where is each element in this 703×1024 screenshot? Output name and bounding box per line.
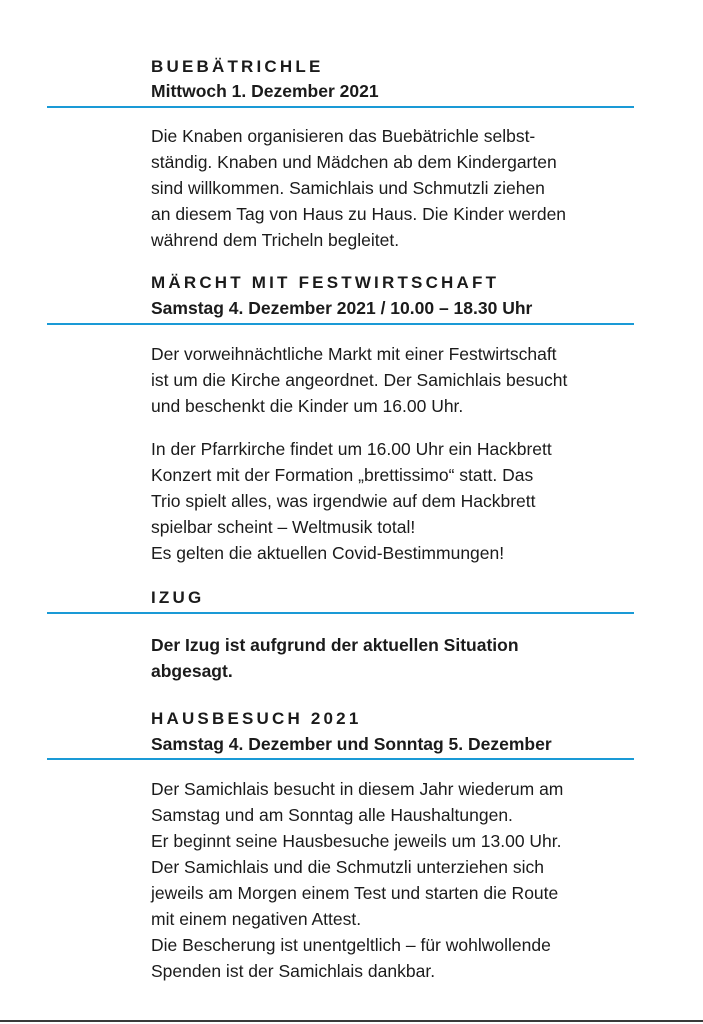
section-paragraph: Der Samichlais besucht in diesem Jahr wiederum am Samstag und am Sonntag alle Haushaltungen. Er beginnt seine Hausbesuche jeweils um 13.00 Uhr. Der Samichlais und die Schmutzli unterziehen sich jeweils am Morgen einem Test und starten die Route mit einem negativen Attest. Die Bescherung ist unentgeltlich – für wohlwollende Spenden ist der Samichlais dankbar. xyxy=(151,779,564,981)
section-paragraph: In der Pfarrkirche findet um 16.00 Uhr ein Hackbrett Konzert mit der Formation „brettissimo“ statt. Das Trio spielt alles, was irgendwie auf dem Hackbrett spielbar scheint – Weltmusik total! Es gelten die aktuellen Covid-Bestimmungen! xyxy=(151,439,552,563)
section-heading: IZUG xyxy=(151,588,205,607)
page-bottom-border xyxy=(0,1020,703,1022)
section-paragraph: Die Knaben organisieren das Buebätrichle selbst- ständig. Knaben und Mädchen ab dem Kindergarten sind willkommen. Samichlais und Schmutzli ziehen an diesem Tag von Haus zu Haus. Die Kinder werden während dem Tricheln begleitet. xyxy=(151,126,567,250)
section-date: Mittwoch 1. Dezember 2021 xyxy=(151,81,379,101)
section-divider xyxy=(47,758,634,760)
section-heading: BUEBÄTRICHLE xyxy=(151,57,324,76)
section-heading: HAUSBESUCH 2021 xyxy=(151,709,362,728)
section-paragraph: Der Izug ist aufgrund der aktuellen Situation abgesagt. xyxy=(151,635,519,681)
section-date: Samstag 4. Dezember 2021 / 10.00 – 18.30 Uhr xyxy=(151,298,533,318)
section-divider xyxy=(47,323,634,325)
section-date: Samstag 4. Dezember und Sonntag 5. Dezember xyxy=(151,734,552,754)
section-heading: MÄRCHT MIT FESTWIRTSCHAFT xyxy=(151,273,500,292)
section-divider xyxy=(47,106,634,108)
section-paragraph: Der vorweihnächtliche Markt mit einer Festwirtschaft ist um die Kirche angeordnet. Der Samichlais besucht und beschenkt die Kinder um 16.00 Uhr. xyxy=(151,344,568,416)
section-divider xyxy=(47,612,634,614)
